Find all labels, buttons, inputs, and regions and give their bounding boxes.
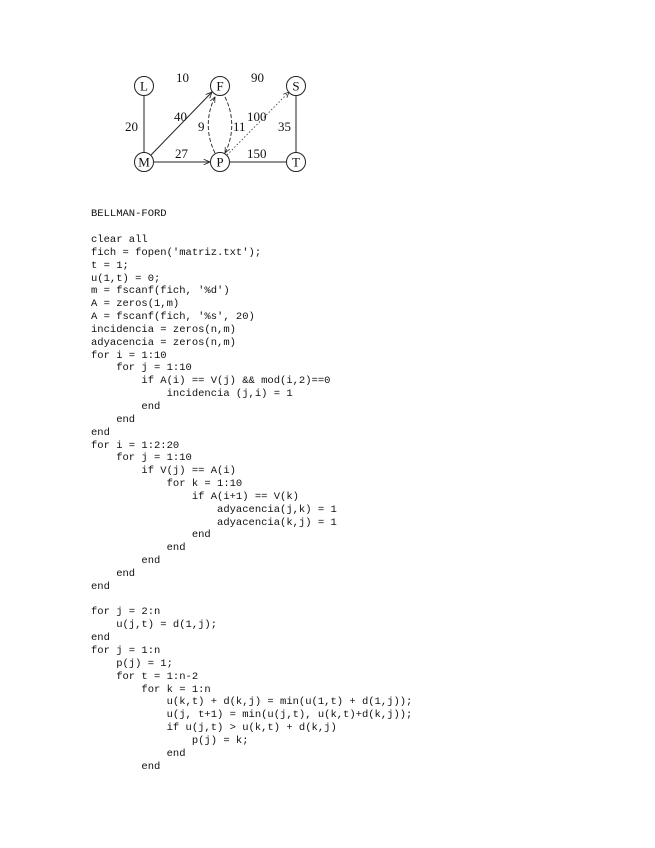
code-line: p(j) = 1; <box>91 657 173 670</box>
code-line: incidencia = zeros(n,m) <box>91 323 236 336</box>
node-label-f: F <box>216 78 224 94</box>
weight-m-f: 40 <box>174 109 187 124</box>
code-line: A = zeros(1,m) <box>91 298 180 311</box>
code-line: for j = 1:n <box>91 645 161 657</box>
code-block <box>91 234 412 773</box>
edge-p-f <box>208 97 215 153</box>
code-line: end <box>91 632 110 645</box>
code-line: A = fscanf(fich, '%s', 20) <box>91 311 255 324</box>
code-line: fich = fopen('matriz.txt'); <box>91 246 262 259</box>
node-label-l: L <box>140 78 148 94</box>
code-line: for j = 2:n <box>91 606 161 619</box>
code-line: adyacencia(j,k) = 1 <box>91 503 337 516</box>
code-line: for i = 1:10 <box>91 349 167 362</box>
code-line: end <box>91 567 136 580</box>
node-label-p: P <box>216 154 224 170</box>
weight-p-t: 150 <box>247 146 267 161</box>
code-line: for j = 1:10 <box>91 452 192 465</box>
code-line: u(1,t) = 0; <box>91 272 161 285</box>
weight-s-t: 35 <box>278 119 291 134</box>
code-line: for k = 1:10 <box>91 478 243 491</box>
code-line: incidencia (j,i) = 1 <box>91 388 293 401</box>
section-title: BELLMAN-FORD <box>91 208 167 220</box>
label-top-90: 90 <box>251 70 264 85</box>
node-label-s: S <box>292 78 300 94</box>
code-line: if A(i) == V(j) && mod(i,2)==0 <box>91 375 331 388</box>
code-line: end <box>91 426 110 439</box>
graph-diagram <box>0 0 655 200</box>
node-m <box>135 153 154 172</box>
code-line: t = 1; <box>91 259 129 272</box>
code-line <box>91 594 412 607</box>
code-line: p(j) = k; <box>91 734 249 747</box>
weight-l-m: 20 <box>125 119 138 134</box>
code-line: u(j, t+1) = min(u(j,t), u(k,t)+d(k,j)); <box>91 709 413 722</box>
code-line: end <box>91 747 186 760</box>
node-label-m: M <box>138 154 150 170</box>
node-t <box>287 153 306 172</box>
node-l <box>135 77 154 96</box>
code-line: for t = 1:n-2 <box>91 670 199 683</box>
code-line: for k = 1:n <box>91 683 211 696</box>
code-line: u(k,t) + d(k,j) = min(u(1,t) + d(1,j)); <box>91 696 413 709</box>
code-line: if A(i+1) == V(k) <box>91 490 299 503</box>
code-line: adyacencia(k,j) = 1 <box>91 516 337 529</box>
weight-p-s: 100 <box>247 109 267 124</box>
code-line: for j = 1:10 <box>91 362 192 375</box>
code-line: if u(j,t) > u(k,t) + d(k,j) <box>91 722 337 735</box>
code-line: m = fscanf(fich, '%d') <box>91 285 230 298</box>
weight-m-p: 27 <box>175 146 188 161</box>
code-line: end <box>91 542 186 555</box>
code-line: end <box>91 400 161 413</box>
code-line: if V(j) == A(i) <box>91 465 236 478</box>
code-line: adyacencia = zeros(n,m) <box>91 336 236 349</box>
code-line: clear all <box>91 234 148 246</box>
node-f <box>211 77 230 96</box>
node-p <box>211 153 230 172</box>
code-line: end <box>91 555 161 568</box>
node-label-t: T <box>292 154 300 170</box>
code-line: end <box>91 760 161 773</box>
code-line: end <box>91 529 211 542</box>
weight-p-f: 9 <box>198 119 205 134</box>
node-s <box>287 77 306 96</box>
weight-f-p: 11 <box>233 119 246 134</box>
code-line: end <box>91 580 110 593</box>
code-line: u(j,t) = d(1,j); <box>91 619 218 632</box>
label-top-10: 10 <box>176 70 189 85</box>
code-line: for i = 1:2:20 <box>91 439 180 452</box>
edge-f-p <box>225 97 232 153</box>
code-line: end <box>91 413 136 426</box>
